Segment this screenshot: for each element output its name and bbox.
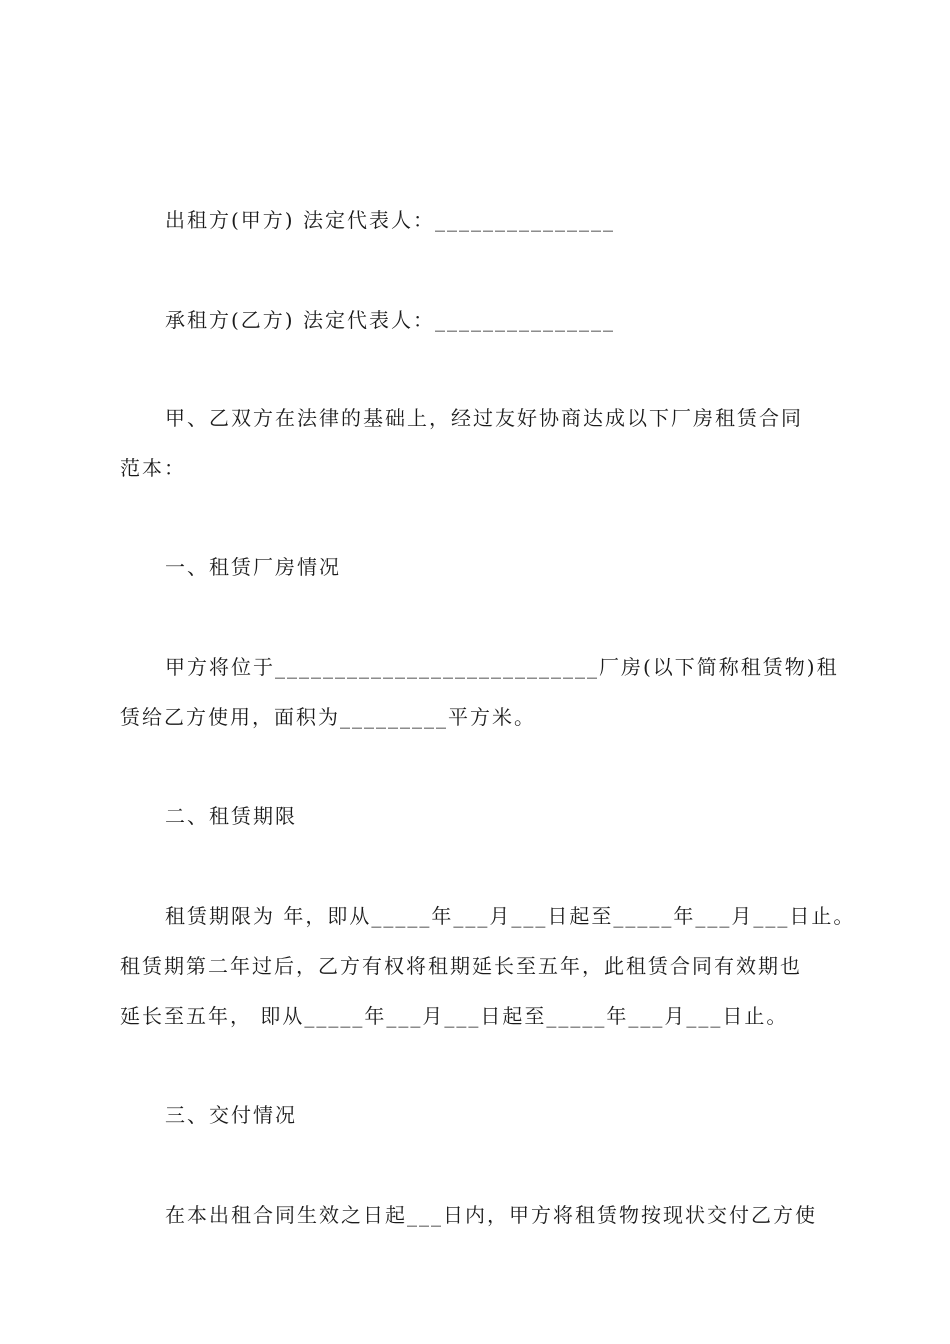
section1-line-1: 甲方将位于___________________________厂房(以下简称租赁物)租 — [165, 655, 839, 679]
lessee-line: 承租方(乙方) 法定代表人：_______________ — [165, 308, 615, 332]
section2-heading: 二、租赁期限 — [165, 804, 297, 828]
section2-line-2: 租赁期第二年过后，乙方有权将租期延长至五年，此租赁合同有效期也 — [120, 954, 802, 978]
section2-line-1: 租赁期限为 年，即从_____年___月___日起至_____年___月___日止。 — [165, 904, 856, 928]
section3-line-1: 在本出租合同生效之日起___日内，甲方将租赁物按现状交付乙方使 — [165, 1203, 817, 1227]
intro-line-1: 甲、乙双方在法律的基础上，经过友好协商达成以下厂房租赁合同 — [165, 406, 803, 430]
section3-heading: 三、交付情况 — [165, 1103, 297, 1127]
section1-line-2: 赁给乙方使用，面积为_________平方米。 — [120, 705, 536, 729]
lessor-line: 出租方(甲方) 法定代表人：_______________ — [165, 208, 615, 232]
intro-line-2: 范本： — [120, 456, 186, 480]
section2-line-3: 延长至五年， 即从_____年___月___日起至_____年___月___日止。 — [120, 1004, 789, 1028]
section1-heading: 一、租赁厂房情况 — [165, 555, 341, 579]
